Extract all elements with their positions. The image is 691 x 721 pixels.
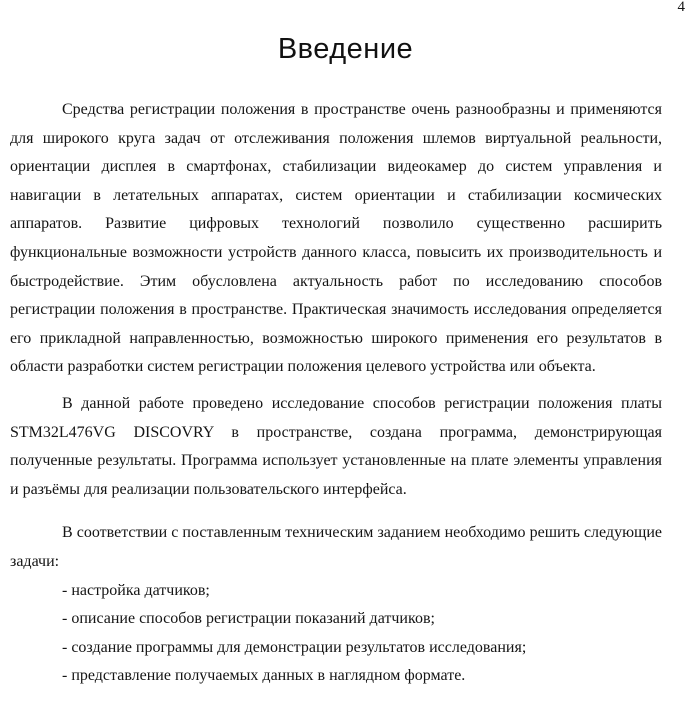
document-body <box>10 96 662 691</box>
task-item: - настройка датчиков; <box>62 581 210 599</box>
task-list <box>10 577 662 691</box>
page-number: 4 <box>677 0 685 15</box>
page-title: Введение <box>277 33 414 65</box>
task-item: - описание способов регистрации показаний датчиков; <box>62 610 435 628</box>
task-item: - создание программы для демонстрации результатов исследования; <box>62 638 527 656</box>
task-item: - представление получаемых данных в наглядном формате. <box>62 667 466 685</box>
paragraph-intro: Средства регистрации положения в пространстве очень разнообразны и применяются для широкого круга задач от отслеживания положения шлемов виртуальной реальности, ориентации дисплея в смартфонах, стабилизации видеокамер до систем управления и навигации в летательных аппаратах, систем ориентации и стабилизации космических аппаратов. Развитие цифровых технологий позволило существенно расширить функциональные возможности устройств данного класса, повысить их производительность и быстродействие. Этим обусловлена актуальность работ по исследованию способов регистрации положения в пространстве. Практическая значимость исследования определяется его прикладной направленностью, возможностью широкого применения его результатов в области разработки систем регистрации положения целевого устройства или объекта. <box>10 101 662 376</box>
paragraph-work-description: В данной работе проведено исследование способов регистрации положения платы STM32L476VG DISCOVRY в пространстве, создана программа, демонстрирующая полученные результаты. Программа использует установленные на плате элементы управления и разъёмы для реализации пользовательского интерфейса. <box>10 394 662 498</box>
paragraph-tasks-lead-in: В соответствии с поставленным техническим заданием необходимо решить следующие задачи: <box>10 524 662 570</box>
